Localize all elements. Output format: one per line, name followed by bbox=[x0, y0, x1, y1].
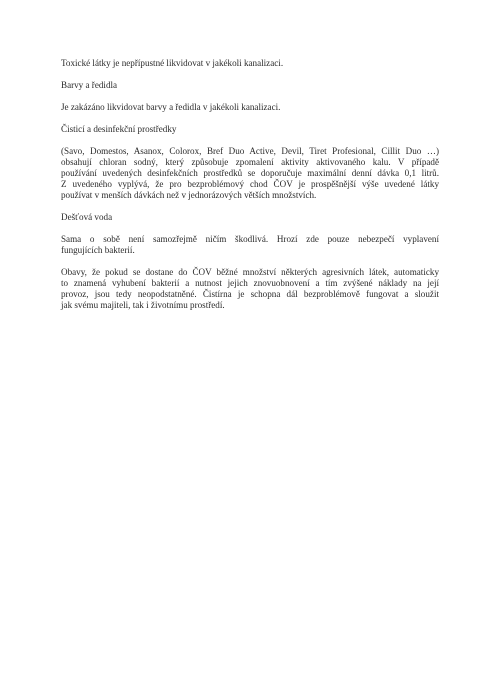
text-line: Obavy, že pokud se dostane do ČOV běžné množství některých agresivních látek, automaticky bbox=[61, 267, 439, 277]
text-line: používání uvedených desinfekčních prostředků se doporučuje maximální denní dávka 0,1 litrů. bbox=[61, 168, 439, 178]
text-line: obsahují chloran sodný, který způsobuje zpomalení aktivity aktivovaného kalu. V případě bbox=[61, 157, 439, 167]
text-line: jak svému majiteli, tak i životnímu prostředí. bbox=[61, 300, 225, 310]
paragraph-cleaning-agents bbox=[61, 146, 439, 201]
text-line: Je zakázáno likvidovat barvy a ředidla v jakékoli kanalizaci. bbox=[61, 102, 281, 112]
text-line: Dešťová voda bbox=[61, 212, 113, 222]
text-line: Čisticí a desinfekční prostředky bbox=[61, 124, 177, 134]
text-line: používat v menších dávkách než v jednorázových větších množstvích. bbox=[61, 190, 317, 200]
text-line: Sama o sobě není samozřejmě ničím škodlivá. Hrozí zde pouze nebezpečí vyplavení bbox=[61, 234, 439, 244]
paragraph-rainwater bbox=[61, 234, 439, 256]
text-line: to znamená vyhubení bakterií a nutnost jejich znovuobnovení a tím zvýšené náklady na její bbox=[61, 278, 439, 288]
text-line: Z uvedeného vyplývá, že pro bezproblémový chod ČOV je prospěšnější výše uvedené látky bbox=[61, 179, 439, 189]
text-line: (Savo, Domestos, Asanox, Colorox, Bref Duo Active, Devil, Tiret Profesional, Cillit Duo …) bbox=[61, 146, 439, 156]
heading-cleaning-agents bbox=[61, 124, 439, 135]
text-line: fungujících bakterií. bbox=[61, 245, 135, 255]
paragraph-concerns bbox=[61, 267, 439, 311]
paragraph-paints-ban bbox=[61, 102, 439, 113]
heading-paints-thinners bbox=[61, 80, 439, 91]
text-line: Toxické látky je nepřípustné likvidovat v jakékoli kanalizaci. bbox=[61, 58, 284, 68]
text-line: Barvy a ředidla bbox=[61, 80, 118, 90]
paragraph-toxic-substances bbox=[61, 58, 439, 69]
document-page bbox=[61, 58, 439, 322]
heading-rainwater bbox=[61, 212, 439, 223]
text-line: provoz, jsou tedy neopodstatněné. Čistírna je schopna dál bezproblémově fungovat a sloužit bbox=[61, 289, 439, 299]
